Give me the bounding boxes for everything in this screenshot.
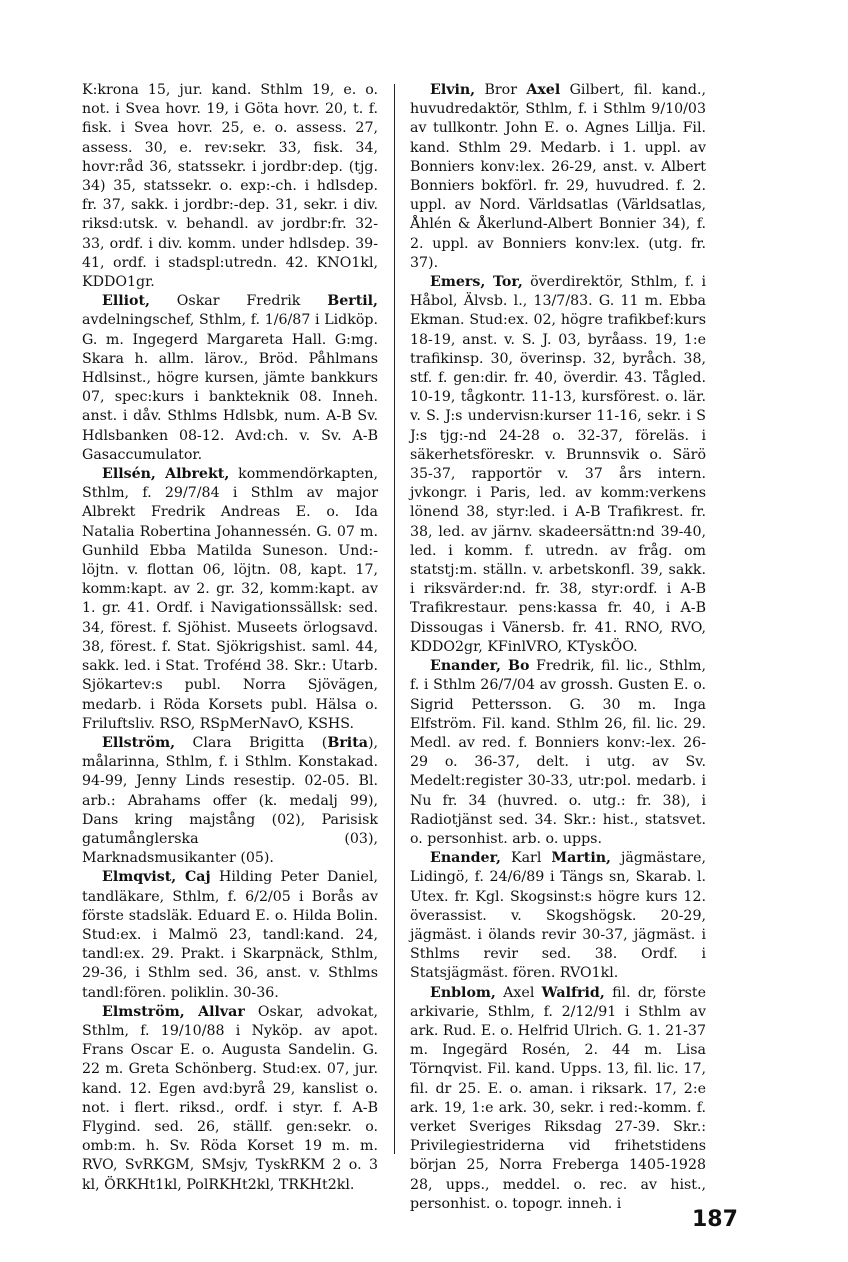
entry-enander-bo <box>410 657 706 849</box>
entry-ellsen <box>82 465 378 734</box>
entry-text: Fredrik, fil. lic., Sthlm, f. i Sthlm 26/7/04 av grossh. Gusten E. o. Sigrid Pettersson. G. 30 m. Inga Elfström. Fil. kand. Sthlm 26, fil. lic. 29. Medl. av red. f. Bonniers konv:-lex. 26-29 o. 36-37, delt. i utg. av Sv. Medelt:register 30-33, utr:pol. medarb. i Nu fr. 34 (huvred. o. utg.: fr. 38), i Radiotjänst sed. 34. Skr.: hist., statsvet. o. personhist. arb. o. upps. <box>410 658 706 847</box>
entry-text: K:krona 15, jur. kand. Sthlm 19, e. o. not. i Svea hovr. 19, i Göta hovr. 20, t. f. fisk. i Svea hovr. 25, e. o. assess. 27, assess. 30, e. rev:sekr. 33, fisk. 34, hovr:råd 36, statssekr. i jordbr:dep. (tjg. 34) 35, statssekr. o. exp:-ch. i hdlsdep. fr. 37, sakk. i jordbr:-dep. 31, sekr. i div. riksd:utsk. v. behandl. av jordbr:fr. 32-33, ordf. i div. komm. under hdlsdep. 39-41, ordf. i stadspl:utredn. 42. KNO1kl, KDDO1gr. <box>82 82 378 291</box>
entry-highlight: Axel <box>526 82 561 98</box>
entry-name: Elvin, <box>430 82 476 98</box>
entry-name: Elmström, Allvar <box>102 1003 245 1020</box>
entry-prefix: Oskar Fredrik <box>149 293 328 310</box>
entry-enander-karl <box>410 849 706 983</box>
entry-name: Enander, <box>430 850 501 867</box>
column-divider <box>394 84 395 1154</box>
entry-highlight: Walfrid, <box>541 984 605 1001</box>
entry-text: Gilbert, fil. kand., huvudredaktör, Sthlm, f. i Sthlm 9/10/03 av tullkontr. John E. o. Agnes Lillja. Fil. kand. Sthlm 29. Medarb. i 1. uppl. av Bonniers konv:lex. 26-29, anst. v. Albert Bonniers bokförl. fr. 29, huvudred. f. 2. uppl. av Nord. Världsatlas (Världsatlas, Åhlén & Åkerlund-Albert Bonnier 34), f. 2. uppl. av Bonniers konv:lex. (utg. fr. 37). <box>410 82 706 271</box>
entry-name: Elliot, <box>102 293 150 310</box>
entry-text: Oskar, advokat, Sthlm, f. 19/10/88 i Nyköp. av apot. Frans Oscar E. o. Augusta Sandelin. G. 22 m. Greta Schönberg. Stud:ex. 07, jur. kand. 12. Egen avd:byrå 29, kanslist o. not. i flert. riksd., ordf. i styr. f. A-B Flygind. sed. 26, ställf. gen:sekr. o. omb:m. h. Sv. Röda Korset 19 m. m. RVO, SvRKGM, SMsjv, TyskRKM 2 o. 3 kl, ÖRKHt1kl, PolRKHt2kl, TRKHt2kl. <box>82 1003 378 1193</box>
entry-elliot <box>82 292 378 465</box>
entry-prefix: Axel <box>495 984 542 1001</box>
entry-name: Enblom, <box>430 984 496 1001</box>
entry-text: överdirektör, Sthlm, f. i Håbol, Älvsb. l., 13/7/83. G. 11 m. Ebba Ekman. Stud:ex. 02, högre trafikbef:kurs 18-19, anst. v. S. J. 03, byråass. 19, 1:e trafikinsp. 30, överinsp. 32, byråch. 38, stf. f. gen:dir. fr. 40, överdir. 43. Tågled. 10-19, tågkontr. 11-13, kursförest. o. lär. v. S. J:s undervisn:kurser 11-16, sekr. i S J:s tjg:-nd 24-28 o. 32-37, föreläs. i säkerhetsföreskr. v. Brunnsvik o. Särö 35-37, rapportör v. 37 års intern. jvkongr. i Paris, led. av komm:verkens lönend 38, styr:led. i A-B Trafikrest. fr. 38, led. av järnv. skadeersättn:nd 39-40, led. i komm. f. utredn. av fråg. om statstj:m. ställn. v. arbetskonfl. 39, sakk. i riksvärder:nd. fr. 38, styr:ordf. i A-B Trafikrestaur. pens:kassa fr. 40, i A-B Dissougas i Vänersb. fr. 41. RNO, RVO, KDDO2gr, KFinlVRO, KTyskÖO. <box>410 274 707 655</box>
entry-highlight: Brita <box>327 734 368 751</box>
entry-highlight: Bertil, <box>327 293 378 310</box>
entry-highlight: Martin, <box>551 850 611 867</box>
entry-text: ), målarinna, Sthlm, f. i Sthlm. Konstakad. 94-99, Jenny Linds resestip. 02-05. Bl. arb.: Abrahams offer (k. medalj 99), Dans kring majstång (02), Parisisk gatumånglerska (03), Marknadsmusikanter (05). <box>82 734 378 867</box>
entry-name: Ellström, <box>102 734 176 751</box>
entry-text: fil. dr, förste arkivarie, Sthlm, f. 2/12/91 i Sthlm av ark. Rud. E. o. Helfrid Ulrich. G. 1. 21-37 m. Ingegärd Rosén, 2. 44 m. Lisa Törnqvist. Fil. kand. Upps. 13, fil. lic. 17, fil. dr 25. E. o. aman. i riksark. 17, 2:e ark. 19, 1:e ark. 30, sekr. i red:-komm. f. verket Sveriges Riksdag 27-39. Skr.: Privilegiestriderna vid frihetstidens början 25, Norra Freberga 1405-1928 28, upps., meddel. o. rec. av hist., personhist. o. topogr. inneh. i <box>410 984 706 1212</box>
entry-text: jägmästare, Lidingö, f. 24/6/89 i Tängs sn, Skarab. l. Utex. fr. Kgl. Skogsinst:s högre kurs 12. överassist. v. Skogshögsk. 20-29, jägmäst. i ölands revir 30-37, jägmäst. i Sthlms revir sed. 38. Ordf. i Statsjägmäst. fören. RVO1kl. <box>410 850 706 982</box>
right-column <box>410 81 706 1214</box>
entry-enblom <box>410 984 706 1214</box>
entry-text: Hilding Peter Daniel, tandläkare, Sthlm, f. 6/2/05 i Borås av förste stadsläk. Eduard E. o. Hilda Bolin. Stud:ex. i Malmö 23, tandl:kand. 24, tandl:ex. 29. Prakt. i Skarpnäck, Sthlm, 29-36, i Sthlm sed. 36, anst. v. Sthlms tandl:fören. poliklin. 30-36. <box>82 869 379 1001</box>
entry-elmqvist <box>82 868 378 1002</box>
continuation-entry <box>82 81 378 292</box>
entry-name: Elmqvist, Caj <box>102 869 211 886</box>
entry-text: avdelningschef, Sthlm, f. 1/6/87 i Lidköp. G. m. Ingegerd Margareta Hall. G:mg. Skara h. allm. lärov., Bröd. Påhlmans Hdlsinst., högre kursen, jämte bankkurs 07, spec:kurs i bankteknik 08. Inneh. anst. i dåv. Sthlms Hdlsbk, num. A-B Sv. Hdlsbanken 08-12. Avd:ch. v. Sv. A-B Gasaccumulator. <box>82 312 378 463</box>
entry-text: kommendörkapten, Sthlm, f. 29/7/84 i Sthlm av major Albrekt Fredrik Andreas E. o. Ida Natalia Robertina Johannessén. G. 07 m. Gunhild Ebba Matilda Suneson. Und:-löjtn. v. flottan 06, löjtn. 08, kapt. 17, komm:kapt. av 2. gr. 32, komm:kapt. av 1. gr. 41. Ordf. i Navigationssällsk: sed. 34, förest. f. Sjöhist. Museets örlogsavd. 38, förest. f. Stat. Sjökrigshist. saml. 44, sakk. led. i Stat. Troféнd 38. Skr.: Utarb. Sjökartev:s publ. Norra Sjövägen, medarb. i Röda Korsets publ. Hälsa o. Friluftsliv. RSO, RSpMerNavO, KSHS. <box>82 466 378 732</box>
entry-emers <box>410 273 706 657</box>
entry-prefix: Bror <box>475 82 527 98</box>
entry-name: Emers, Tor, <box>430 274 523 291</box>
entry-prefix: Clara Brigitta ( <box>175 734 328 751</box>
page-number: 187 <box>692 1207 738 1232</box>
entry-elmstrom <box>82 1003 378 1195</box>
entry-elvin <box>410 81 706 273</box>
entry-prefix: Karl <box>500 850 552 867</box>
left-column <box>82 81 378 1195</box>
entry-ellstrom <box>82 734 378 868</box>
entry-name: Enander, Bo <box>430 658 530 675</box>
entry-name: Ellsén, Albrekt, <box>102 466 230 483</box>
